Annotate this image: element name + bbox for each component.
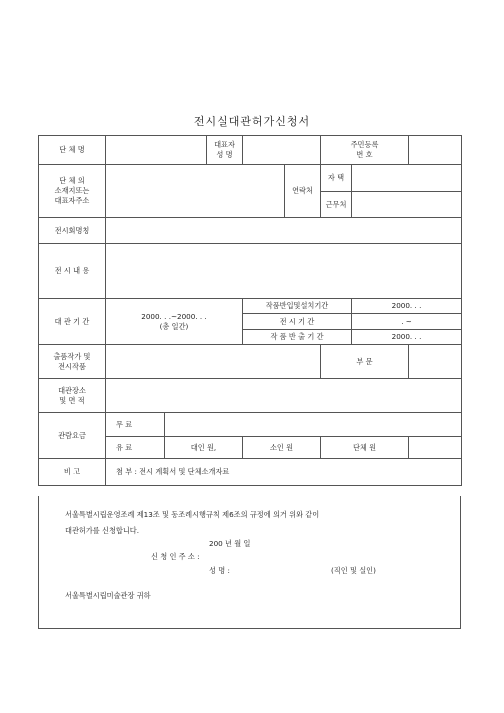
applicant-address[interactable]: 신 청 인 주 소 : [151, 552, 200, 561]
exhibit-period-field[interactable]: . ~ [352, 314, 462, 330]
venue-field[interactable] [106, 379, 462, 413]
fee-adult[interactable]: 대인 원, [165, 437, 243, 459]
row-group-name [39, 136, 462, 165]
artists-field[interactable] [106, 345, 321, 379]
row-exhibition-title [39, 218, 462, 244]
home-label: 자 택 [321, 165, 352, 192]
exhibition-title-label: 전시회명칭 [39, 218, 106, 244]
row-exhibition-content [39, 244, 462, 299]
rrn-label: 주민등록 번 호 [321, 136, 409, 165]
contact-label: 연락처 [285, 165, 321, 218]
fee-free-label: 무 료 [106, 413, 165, 437]
home-phone-field[interactable] [352, 165, 462, 192]
rep-name-label: 대표자 성 명 [207, 136, 243, 165]
rental-period-field[interactable]: 2000. . .~2000. . . (총 일간) [106, 299, 243, 345]
move-in-field[interactable]: 2000. . . [352, 299, 462, 314]
artists-label: 출품작가 및 전시작품 [39, 345, 106, 379]
row-address-top [39, 165, 462, 192]
move-out-field[interactable]: 2000. . . [352, 330, 462, 345]
recipient: 서울특별시립미술관장 귀하 [65, 591, 151, 600]
declaration-date[interactable]: 200 년 월 일 [209, 539, 251, 548]
fee-child[interactable]: 소인 원 [243, 437, 321, 459]
application-form-table [38, 135, 462, 486]
exhibition-content-label: 전 시 내 용 [39, 244, 106, 299]
declaration-line2: 대관허가를 신청합니다. [65, 526, 140, 535]
fee-label: 관람요금 [39, 413, 106, 459]
form-title: 전시실대관허가신청서 [193, 115, 311, 128]
applicant-name[interactable]: 성 명 : [209, 566, 230, 575]
section-field[interactable] [409, 345, 462, 379]
remarks-label: 비 고 [39, 459, 106, 486]
row-fee-free [39, 413, 462, 437]
fee-group[interactable]: 단체 원 [321, 437, 409, 459]
declaration-box [38, 496, 461, 629]
row-remarks [39, 459, 462, 486]
move-in-label: 작품반입및설치기간 [243, 299, 352, 314]
row-artists [39, 345, 462, 379]
office-label: 근무처 [321, 192, 352, 218]
fee-spacer [409, 437, 462, 459]
move-out-label: 작 품 반 출 기 간 [243, 330, 352, 345]
address-field[interactable] [106, 165, 285, 218]
exhibition-content-field[interactable] [106, 244, 462, 299]
row-rental-1 [39, 299, 462, 314]
rental-period-label: 대 관 기 간 [39, 299, 106, 345]
group-name-field[interactable] [106, 136, 207, 165]
exhibition-title-field[interactable] [106, 218, 462, 244]
exhibit-period-label: 전 시 기 간 [243, 314, 352, 330]
seal-note: (직인 및 실인) [331, 566, 376, 575]
address-label: 단 체 의 소재지또는 대표자주소 [39, 165, 106, 218]
rrn-field[interactable] [409, 136, 462, 165]
group-name-label: 단 체 명 [39, 136, 106, 165]
rep-name-field[interactable] [243, 136, 321, 165]
declaration-line1: 서울특별시립운영조례 제13조 및 동조례시행규칙 제6조의 규정에 의거 위와 같이 [65, 510, 320, 519]
row-venue [39, 379, 462, 413]
remarks-field: 첨 부 : 전시 계획서 및 단체소개자료 [106, 459, 462, 486]
section-label: 부 문 [321, 345, 409, 379]
venue-label: 대관장소 및 면 적 [39, 379, 106, 413]
fee-free-field[interactable] [165, 413, 462, 437]
fee-paid-label: 유 료 [106, 437, 165, 459]
office-phone-field[interactable] [352, 192, 462, 218]
